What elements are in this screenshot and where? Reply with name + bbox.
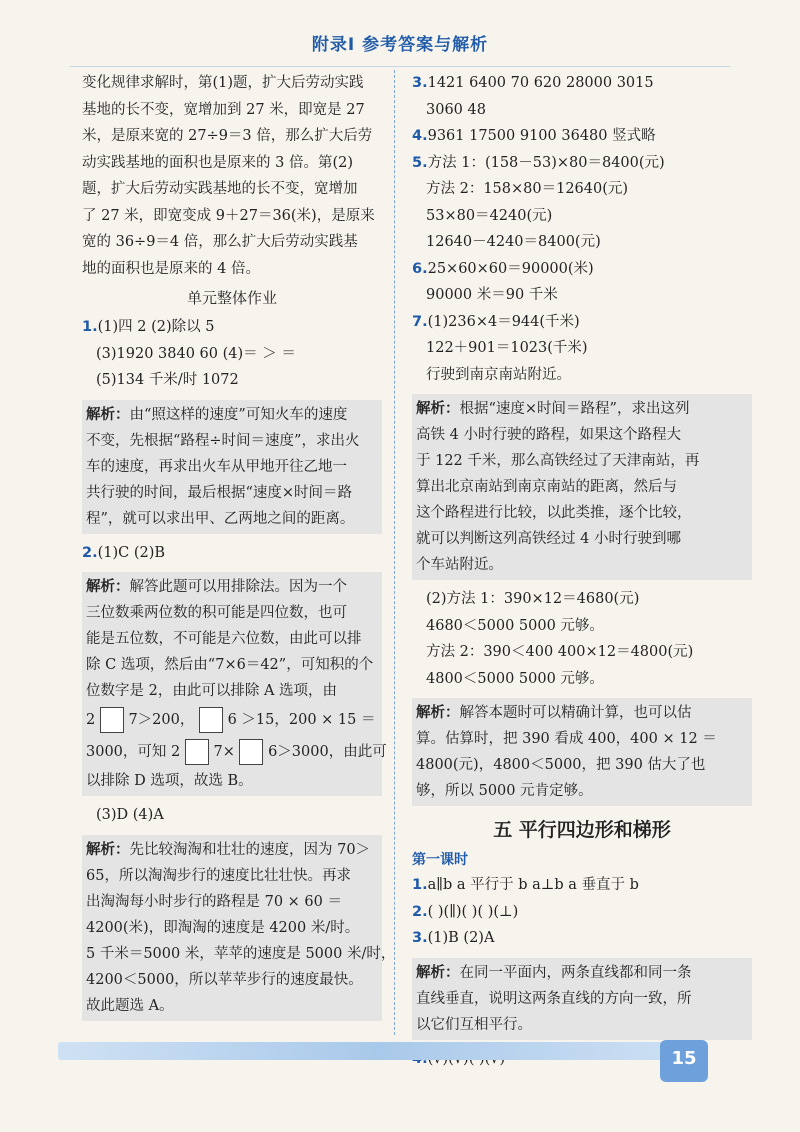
analysis-text: 位数字是 2，由此可以排除 A 选项，由 [86,683,338,699]
header-rule [70,66,730,67]
question-number: 2. [82,544,98,561]
analysis-text: 7＞200， [128,712,195,728]
analysis-text: 7× [213,744,235,760]
analysis-text: 以排除 D 选项，故选 B。 [86,773,253,789]
analysis-text: 够，所以 5000 元肯定够。 [416,783,593,799]
text-line: 变化规律求解时，第(1)题，扩大后劳动实践 [82,75,364,91]
answer-text: (1)四 2 (2)除以 5 [97,319,215,335]
text-line: 题，扩大后劳动实践基地的长不变，宽增加 [82,181,358,197]
answer-text: (1)B (2)A [427,930,495,946]
analysis-text: 5 千米＝5000 米，苹苹的速度是 5000 米/时， [86,945,396,962]
analysis-text: 先比较淘淘和壮壮的速度，因为 70＞ [129,841,371,858]
text-line: 地的面积也是原来的 4 倍。 [82,260,260,277]
analysis-text: 这个路程进行比较，以此类推，逐个比较， [416,505,692,521]
analysis-text: 直线垂直，说明这两条直线的方向一致，所 [416,990,692,1007]
analysis-block [412,958,752,1040]
analysis-text: 算。估算时，把 390 看成 400，400 × 12 ＝ [416,731,717,747]
answer-text: 90000 米＝90 千米 [426,287,558,303]
analysis-tag: 解析： [416,705,460,721]
answer-text: (5)134 千米/时 1072 [96,372,239,388]
left-column [82,70,396,1021]
blank-box [199,707,223,733]
analysis-tag: 解析： [86,579,130,595]
analysis-tag: 解析： [86,406,130,423]
question-number: 3. [412,75,428,91]
analysis-text: 4200＜5000，所以苹苹步行的速度最快。 [86,971,363,988]
analysis-text: 能是五位数，不可能是六位数，由此可以排 [86,631,362,647]
analysis-text: 3000，可知 2 [86,744,181,760]
analysis-text: 根据“速度×时间＝路程”，求出这列 [459,401,690,417]
question-number: 4. [412,128,428,144]
question-number: 7. [412,313,428,330]
analysis-text: 故此题选 A。 [86,997,174,1014]
question-number: 6. [412,260,428,277]
answer-text: 方法 2：158×80＝12640(元) [426,181,629,197]
analysis-text: 就可以判断这列高铁经过 4 小时行驶到哪 [416,531,681,547]
analysis-text: 程”，就可以求出甲、乙两地之间的距离。 [86,510,355,527]
text-line: 基地的长不变，宽增加到 27 米，即宽是 27 [82,101,365,118]
answer-text: 4680＜5000 5000 元够。 [426,617,604,634]
analysis-text: 65，所以淘淘步行的速度比壮壮快。再求 [86,867,351,884]
answer-text: 4800＜5000 5000 元够。 [426,670,604,687]
analysis-text: 车的速度，再求出火车从甲地开往乙地一 [86,458,347,475]
analysis-tag: 解析： [86,841,130,858]
answer-text: ( )(∥)( )( )(⊥) [427,903,519,920]
answer-text: 3060 48 [426,101,486,118]
analysis-block [412,394,752,580]
analysis-text: 解答本题时可以精确计算，也可以估 [459,705,692,721]
analysis-text: 4200(米)，即淘淘的速度是 4200 米/时。 [86,919,360,936]
answer-text: 9361 17500 9100 36480 竖式略 [427,128,656,144]
analysis-block [412,698,752,806]
analysis-tag: 解析： [416,964,460,981]
blank-box [185,739,209,765]
answer-text: 1421 6400 70 620 28000 3015 [427,75,654,91]
analysis-text: 除 C 选项，然后由“7×6＝42”，可知积的个 [86,657,374,673]
question-number: 5. [412,154,428,171]
answer-6 [412,256,752,309]
text-line: 米，是原来宽的 27÷9＝3 倍，那么扩大后劳 [82,128,373,144]
analysis-block [82,572,387,796]
analysis-text: 高铁 4 小时行驶的路程，如果这个路程大 [416,427,681,443]
answer-5 [412,150,752,256]
page-number: 15 [660,1040,708,1082]
chapter-answer-3 [412,925,752,952]
right-column [412,70,752,1072]
lesson-title: 第一课时 [412,852,468,868]
analysis-block [82,835,396,1021]
chapter-title: 五 平行四边形和梯形 [493,819,671,841]
text-line: 宽的 36÷9＝4 倍，那么扩大后劳动实践基 [82,234,358,250]
unit-title: 单元整体作业 [186,289,277,307]
analysis-text: 三位数乘两位数的积可能是四位数，也可 [86,605,347,621]
analysis-text: 个车站附近。 [416,557,503,573]
answer-1 [82,314,382,394]
question-number: 3. [412,930,428,946]
answer-text: 方法 1：(158－53)×80＝8400(元) [427,154,665,171]
answer-text: 25×60×60＝90000(米) [427,260,594,277]
answer-text: (3)1920 3840 60 (4)＝ ＞ ＝ [96,345,296,362]
chapter-answer-1 [412,872,752,899]
analysis-text: 以它们互相平行。 [416,1016,532,1033]
footer-band [58,1042,698,1060]
box-expression-line [86,736,387,768]
answer-2 [82,540,382,567]
question-number: 1. [82,319,98,335]
answer-text: 122＋901＝1023(千米) [426,340,588,356]
question-number: 2. [412,903,428,920]
text-line: 动实践基地的面积也是原来的 3 倍。第(2) [82,154,353,171]
analysis-text: 于 122 千米，那么高铁经过了天津南站，再 [416,453,700,469]
question-number: 1. [412,877,428,893]
analysis-block [82,400,382,534]
answer-text: (2)方法 1：390×12＝4680(元) [426,591,640,607]
answer-4 [412,123,752,150]
answer-3 [412,70,752,123]
analysis-text: 由“照这样的速度”可知火车的速度 [129,406,348,423]
answer-text: 方法 2：390＜400 400×12＝4800(元) [426,644,694,660]
blank-box [239,739,263,765]
analysis-tag: 解析： [416,401,460,417]
analysis-text: 6 ＞15，200 × 15 ＝ [227,712,376,728]
blank-box [100,707,124,733]
answer-text: (1)C (2)B [97,544,166,561]
answer-text: 12640－4240＝8400(元) [426,234,601,250]
chapter-answer-2 [412,899,752,926]
analysis-text: 6＞3000，由此可 [268,744,387,760]
analysis-text: 出淘淘每小时步行的路程是 70 × 60 ＝ [86,893,342,910]
answer-7 [412,309,752,389]
box-expression-line [86,704,378,736]
intro-paragraph [82,70,382,282]
text-line: 了 27 米，即宽变成 9＋27＝36(米)，是原来 [82,207,375,224]
header-title: 附录Ⅰ 参考答案与解析 [311,35,489,55]
page-header [0,0,800,62]
analysis-text: 算出北京南站到南京南站的距离，然后与 [416,479,677,495]
analysis-text: 在同一平面内，两条直线都和同一条 [459,964,692,981]
answer-text: 53×80＝4240(元) [426,207,553,224]
column-divider [394,70,395,1035]
analysis-text: 4800(元)，4800＜5000，把 390 估大了也 [416,757,706,773]
answer-text: a∥b a 平行于 b a⊥b a 垂直于 b [427,877,639,893]
analysis-text: 解答此题可以用排除法。因为一个 [129,579,347,595]
analysis-text: 共行驶的时间，最后根据“速度×时间＝路 [86,484,353,501]
answer-text: 行驶到南京南站附近。 [426,366,571,383]
answer-text: (3)D (4)A [96,807,164,823]
analysis-text: 不变，先根据“路程÷时间＝速度”，求出火 [86,432,360,449]
analysis-text: 2 [86,712,96,728]
answer-text: (1)236×4＝944(千米) [427,313,580,330]
